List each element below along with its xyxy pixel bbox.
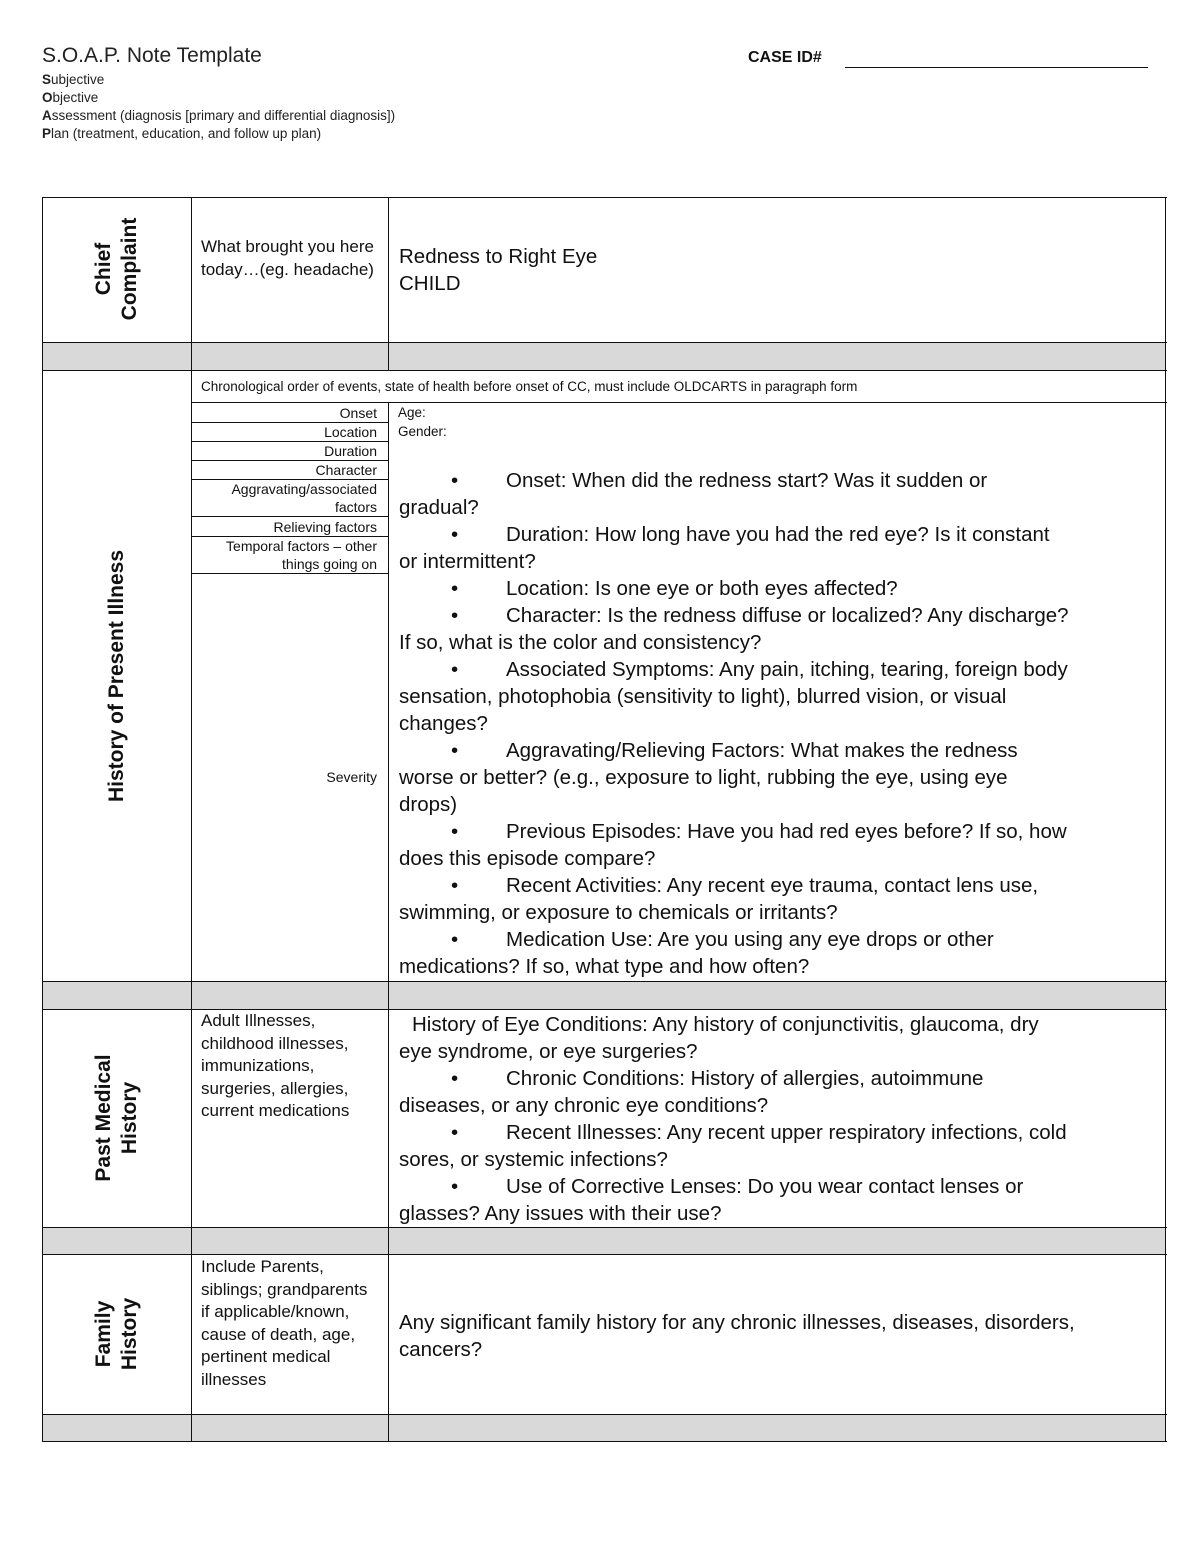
spacer-row-1 (43, 342, 1166, 370)
table-line (42, 981, 1167, 982)
hpi-question-cont: drops) (399, 793, 458, 816)
legend-assessment: Assessment (diagnosis [primary and differential diagnosis]) (42, 108, 396, 123)
chief-complaint-hint: What brought you here today…(eg. headache) (201, 237, 374, 279)
pmh-content[interactable] (399, 1011, 1164, 1227)
label-location: Location (324, 424, 377, 440)
table-line (42, 1414, 1167, 1415)
table-col-divider (388, 197, 389, 371)
spacer-row-3 (43, 1227, 1166, 1254)
age-label: Age: (398, 405, 426, 420)
chief-complaint-heading: Chief Complaint (92, 217, 141, 321)
hpi-question-cont: changes? (399, 712, 488, 735)
legend-objective: Objective (42, 90, 99, 105)
table-line (42, 370, 1167, 371)
hpi-instruction: Chronological order of events, state of health before onset of CC, must include OLDCARTS in paragraph form (201, 379, 858, 394)
hpi-question: • Onset: When did the redness start? Was it sudden or (451, 469, 988, 492)
case-id-input-line[interactable] (845, 67, 1148, 68)
table-bottom-border (42, 1441, 1167, 1442)
label-severity: Severity (326, 769, 377, 785)
case-id-label: CASE ID# (748, 49, 822, 66)
label-relieving: Relieving factors (273, 519, 377, 535)
hpi-question-cont: sensation, photophobia (sensitivity to light), blurred vision, or visual (399, 685, 1007, 708)
hpi-question: • Aggravating/Relieving Factors: What makes the redness (451, 739, 1018, 762)
hpi-question-cont: medications? If so, what type and how often? (399, 955, 810, 978)
hpi-questions[interactable] (399, 467, 1164, 980)
table-line (191, 402, 1167, 403)
family-history-hint: Include Parents, siblings; grandparents if applicable/known, cause of death, age, pertinent medical illnesses (201, 1257, 368, 1389)
label-character: Character (315, 462, 377, 478)
pmh-question-cont: eye syndrome, or eye surgeries? (399, 1040, 698, 1063)
hpi-question-cont: does this episode compare? (399, 847, 656, 870)
table-right-border (1165, 197, 1166, 1442)
table-left-border (42, 197, 43, 1442)
pmh-question: • Recent Illnesses: Any recent upper respiratory infections, cold (451, 1121, 1067, 1144)
hpi-question-cont: swimming, or exposure to chemicals or irritants? (399, 901, 838, 924)
hpi-question: • Duration: How long have you had the red eye? Is it constant (451, 523, 1050, 546)
table-col-divider (191, 197, 192, 1442)
table-line (42, 1254, 1167, 1255)
gender-label: Gender: (398, 424, 447, 439)
table-top-border (42, 197, 1167, 198)
label-separator (192, 573, 388, 574)
table-line (42, 342, 1167, 343)
pmh-heading: Past Medical History (92, 1054, 141, 1182)
label-temporal: Temporal factors – other things going on (226, 538, 377, 572)
pmh-hint: Adult Illnesses, childhood illnesses, immunizations, surgeries, allergies, current medications (201, 1011, 350, 1120)
hpi-question: • Location: Is one eye or both eyes affected? (451, 577, 898, 600)
pmh-question-cont: glasses? Any issues with their use? (399, 1202, 722, 1225)
table-col-divider (388, 402, 389, 1442)
hpi-question-cont: gradual? (399, 496, 479, 519)
family-history-heading: Family History (92, 1297, 141, 1371)
page-title: S.O.A.P. Note Template (42, 44, 262, 67)
label-aggravating: Aggravating/associated factors (231, 481, 377, 515)
hpi-question-cont: If so, what is the color and consistency? (399, 631, 762, 654)
pmh-question-cont: diseases, or any chronic eye conditions? (399, 1094, 769, 1117)
hpi-question: • Associated Symptoms: Any pain, itching, tearing, foreign body (451, 658, 1068, 681)
hpi-question: • Character: Is the redness diffuse or localized? Any discharge? (451, 604, 1069, 627)
label-separator (192, 516, 388, 517)
spacer-row-2 (43, 981, 1166, 1009)
hpi-question: • Recent Activities: Any recent eye trauma, contact lens use, (451, 874, 1039, 897)
label-onset: Onset (339, 405, 377, 421)
hpi-question: • Previous Episodes: Have you had red eyes before? If so, how (451, 820, 1067, 843)
family-history-value[interactable]: Any significant family history for any chronic illnesses, diseases, disorders, cancers? (399, 1311, 1075, 1361)
legend-subjective: Subjective (42, 72, 105, 87)
pmh-question: • Use of Corrective Lenses: Do you wear contact lenses or (451, 1175, 1024, 1198)
legend-plan: Plan (treatment, education, and follow up plan) (42, 126, 322, 141)
label-duration: Duration (324, 443, 377, 459)
pmh-question-cont: sores, or systemic infections? (399, 1148, 668, 1171)
hpi-heading: History of Present Illness (105, 549, 128, 803)
table-line (42, 1227, 1167, 1228)
spacer-row-4 (43, 1414, 1166, 1442)
hpi-question-cont: or intermittent? (399, 550, 536, 573)
hpi-question: • Medication Use: Are you using any eye drops or other (451, 928, 994, 951)
hpi-question-cont: worse or better? (e.g., exposure to light, rubbing the eye, using eye (399, 766, 1008, 789)
pmh-first-line: History of Eye Conditions: Any history of conjunctivitis, glaucoma, dry (412, 1013, 1039, 1036)
chief-complaint-value[interactable]: Redness to Right Eye CHILD (399, 245, 598, 295)
pmh-question: • Chronic Conditions: History of allergies, autoimmune (451, 1067, 984, 1090)
